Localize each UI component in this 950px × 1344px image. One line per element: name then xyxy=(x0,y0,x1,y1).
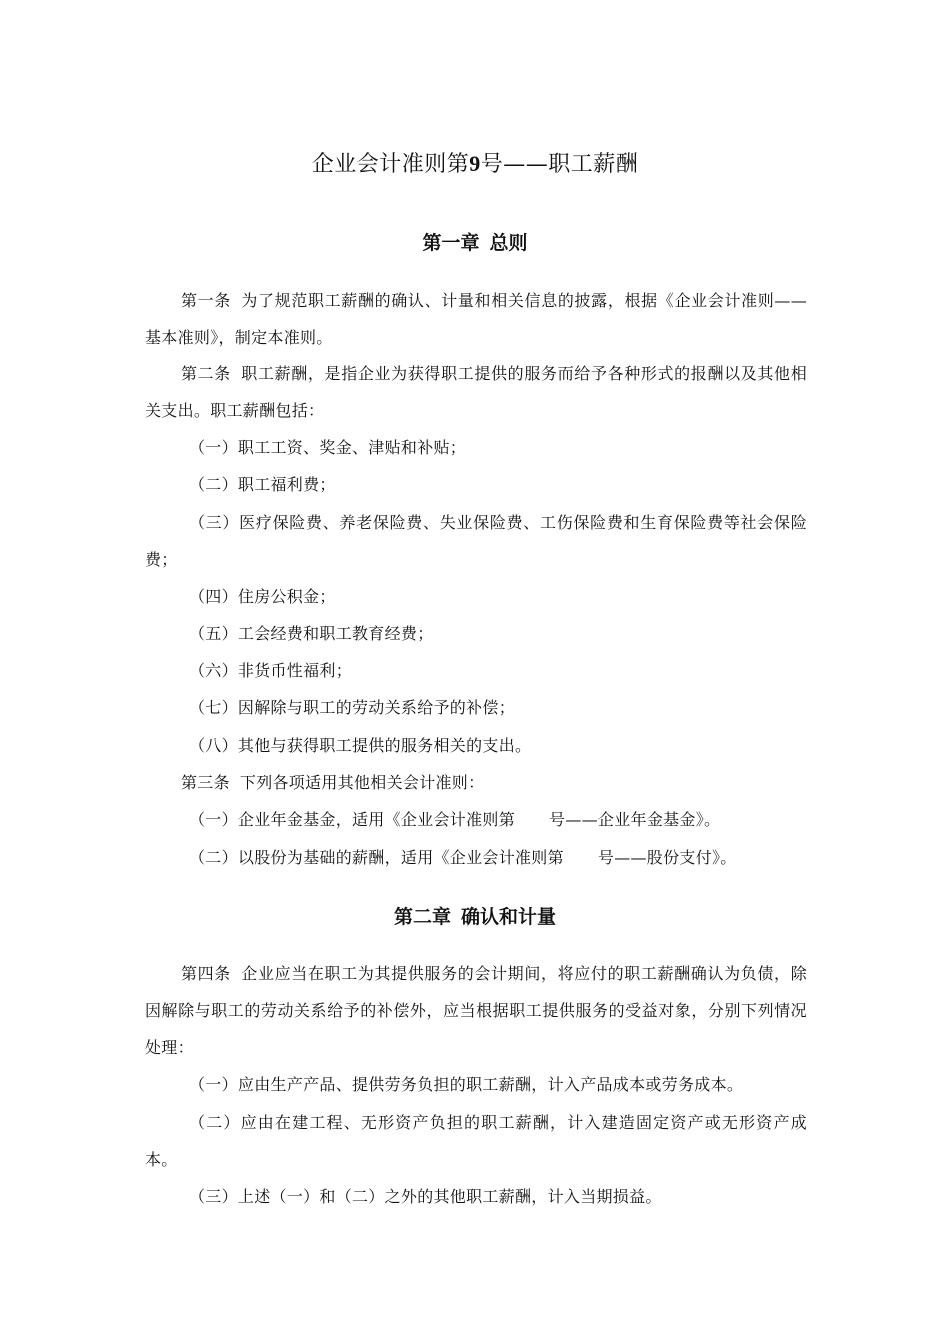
article-4 xyxy=(145,955,807,1066)
article-3-item-1-before: （一）企业年金基金，适用《企业会计准则第 xyxy=(189,810,516,829)
article-2-text: 职工薪酬，是指企业为获得职工提供的服务而给予各种形式的报酬以及其他相关支出。职工薪酬包括： xyxy=(145,364,807,420)
article-2 xyxy=(145,355,807,429)
article-2-item-5: （五）工会经费和职工教育经费； xyxy=(189,624,434,643)
chapter-1-heading xyxy=(0,226,950,260)
article-1 xyxy=(145,282,807,356)
title-prefix: 企业会计准则第 xyxy=(311,152,470,177)
article-2-item-3: （三）医疗保险费、养老保险费、失业保险费、工伤保险费和生育保险费等社会保险费； xyxy=(145,513,807,569)
article-3-text: 下列各项适用其他相关会计准则： xyxy=(239,773,485,792)
document-title xyxy=(0,144,950,185)
chapter-1-name: 总则 xyxy=(489,232,528,254)
article-2-item-7: （七）因解除与职工的劳动关系给予的补偿； xyxy=(189,698,516,717)
article-4-item-3: （三）上述（一）和（二）之外的其他职工薪酬，计入当期损益。 xyxy=(189,1187,662,1206)
chapter-2-label: 第二章 xyxy=(393,906,451,928)
article-3-item-1-after: 号——企业年金基金》。 xyxy=(549,810,721,829)
article-4-item-1: （一）应由生产产品、提供劳务负担的职工薪酬，计入产品成本或劳务成本。 xyxy=(189,1075,744,1094)
chapter-2-name: 确认和计量 xyxy=(461,906,557,928)
article-2-item-2: （二）职工福利费； xyxy=(189,475,336,494)
article-3-item-1 xyxy=(145,801,807,838)
article-3-label: 第三条 xyxy=(181,773,230,792)
article-3-item-2-after: 号——股份支付》。 xyxy=(597,848,737,867)
chapter-2-heading xyxy=(0,900,950,934)
article-2-item-8: （八）其他与获得职工提供的服务相关的支出。 xyxy=(189,736,532,755)
chapter-1-label: 第一章 xyxy=(422,232,480,254)
title-number: 9 xyxy=(469,151,481,176)
article-4-text: 企业应当在职工为其提供服务的会计期间，将应付的职工薪酬确认为负债，除因解除与职工的劳动关系给予的补偿外，应当根据职工提供服务的受益对象，分别下列情况处理： xyxy=(145,964,807,1057)
article-4-item-2: （二）应由在建工程、无形资产负担的职工薪酬，计入建造固定资产或无形资产成本。 xyxy=(145,1113,807,1169)
title-suffix: 号——职工薪酬 xyxy=(480,152,639,177)
article-2-item-6: （六）非货币性福利； xyxy=(189,661,353,680)
article-2-item-1: （一）职工工资、奖金、津贴和补贴； xyxy=(189,438,467,457)
article-2-label: 第二条 xyxy=(181,364,231,383)
article-2-item-4: （四）住房公积金； xyxy=(189,587,336,606)
article-1-label: 第一条 xyxy=(181,291,231,310)
article-3-item-2 xyxy=(145,839,807,876)
article-3 xyxy=(145,764,807,801)
article-3-item-2-before: （二）以股份为基础的薪酬，适用《企业会计准则第 xyxy=(189,848,564,867)
article-1-text: 为了规范职工薪酬的确认、计量和相关信息的披露，根据《企业会计准则——基本准则》，制定本准则。 xyxy=(145,291,808,347)
article-4-label: 第四条 xyxy=(181,964,231,983)
